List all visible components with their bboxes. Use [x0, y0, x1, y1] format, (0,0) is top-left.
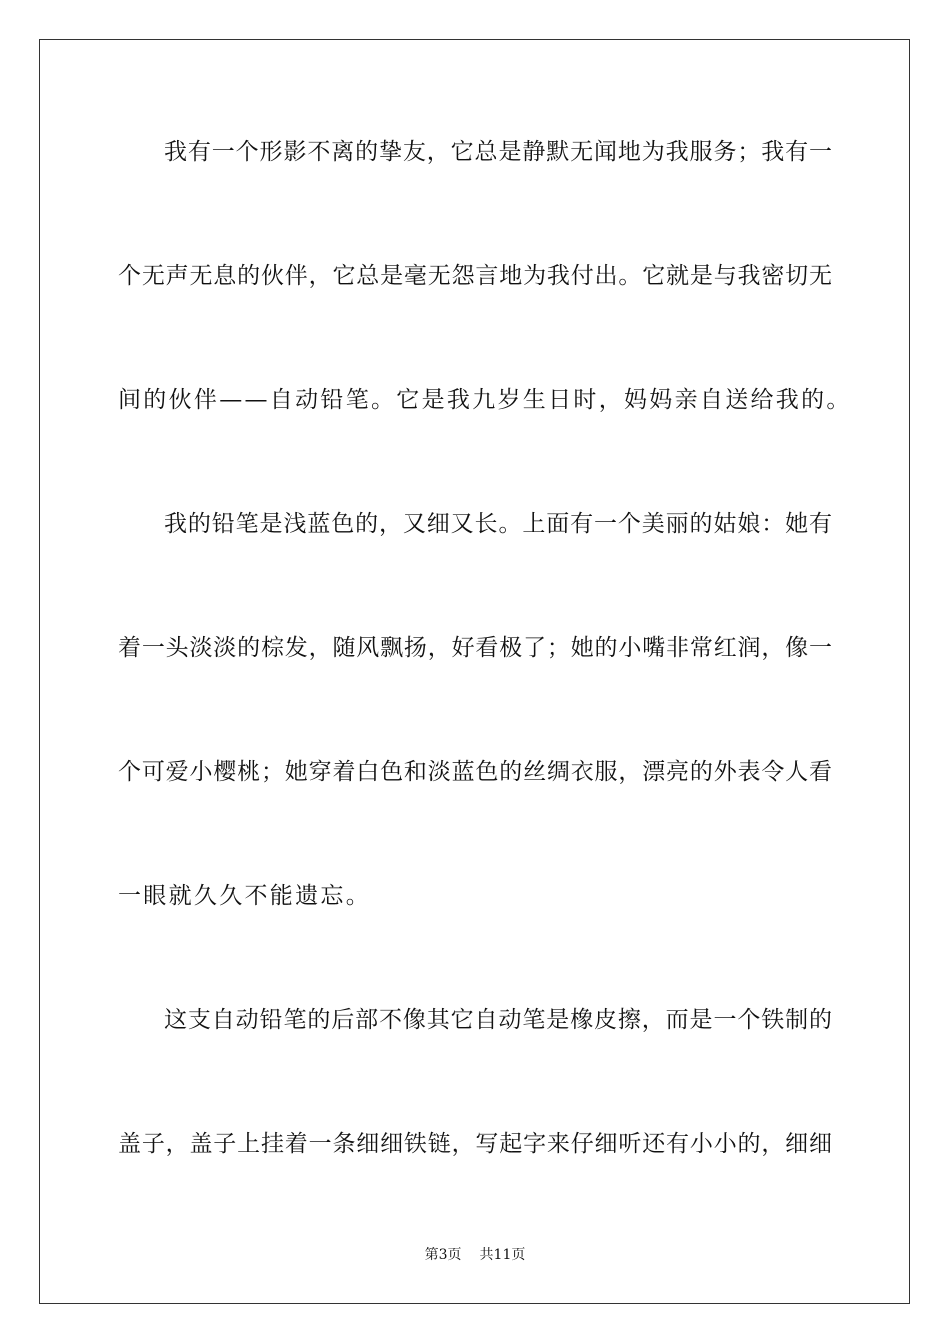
paragraph-1-line-2: 个无声无息的伙伴，它总是毫无怨言地为我付出。它就是与我密切无 — [118, 263, 832, 289]
paragraph-3-line-2: 盖子，盖子上挂着一条细细铁链，写起字来仔细听还有小小的，细细 — [118, 1131, 832, 1157]
page-footer — [0, 1246, 950, 1264]
page-frame — [39, 39, 910, 1304]
paragraph-2-line-1: 我的铅笔是浅蓝色的，又细又长。上面有一个美丽的姑娘：她有 — [164, 511, 832, 537]
paragraph-3-line-1: 这支自动铅笔的后部不像其它自动笔是橡皮擦，而是一个铁制的 — [164, 1007, 832, 1033]
paragraph-1-line-1: 我有一个形影不离的挚友，它总是静默无闻地为我服务；我有一 — [164, 139, 832, 165]
paragraph-2-line-4: 一眼就久久不能遗忘。 — [118, 883, 371, 909]
page-number: 第3页 — [424, 1247, 462, 1263]
paragraph-1-line-3: 间的伙伴——自动铅笔。它是我九岁生日时，妈妈亲自送给我的。 — [118, 387, 852, 413]
page-total: 共11页 — [479, 1247, 526, 1263]
paragraph-2-line-3: 个可爱小樱桃；她穿着白色和淡蓝色的丝绸衣服，漂亮的外表令人看 — [118, 759, 832, 785]
paragraph-2-line-2: 着一头淡淡的棕发，随风飘扬，好看极了；她的小嘴非常红润，像一 — [118, 635, 832, 661]
